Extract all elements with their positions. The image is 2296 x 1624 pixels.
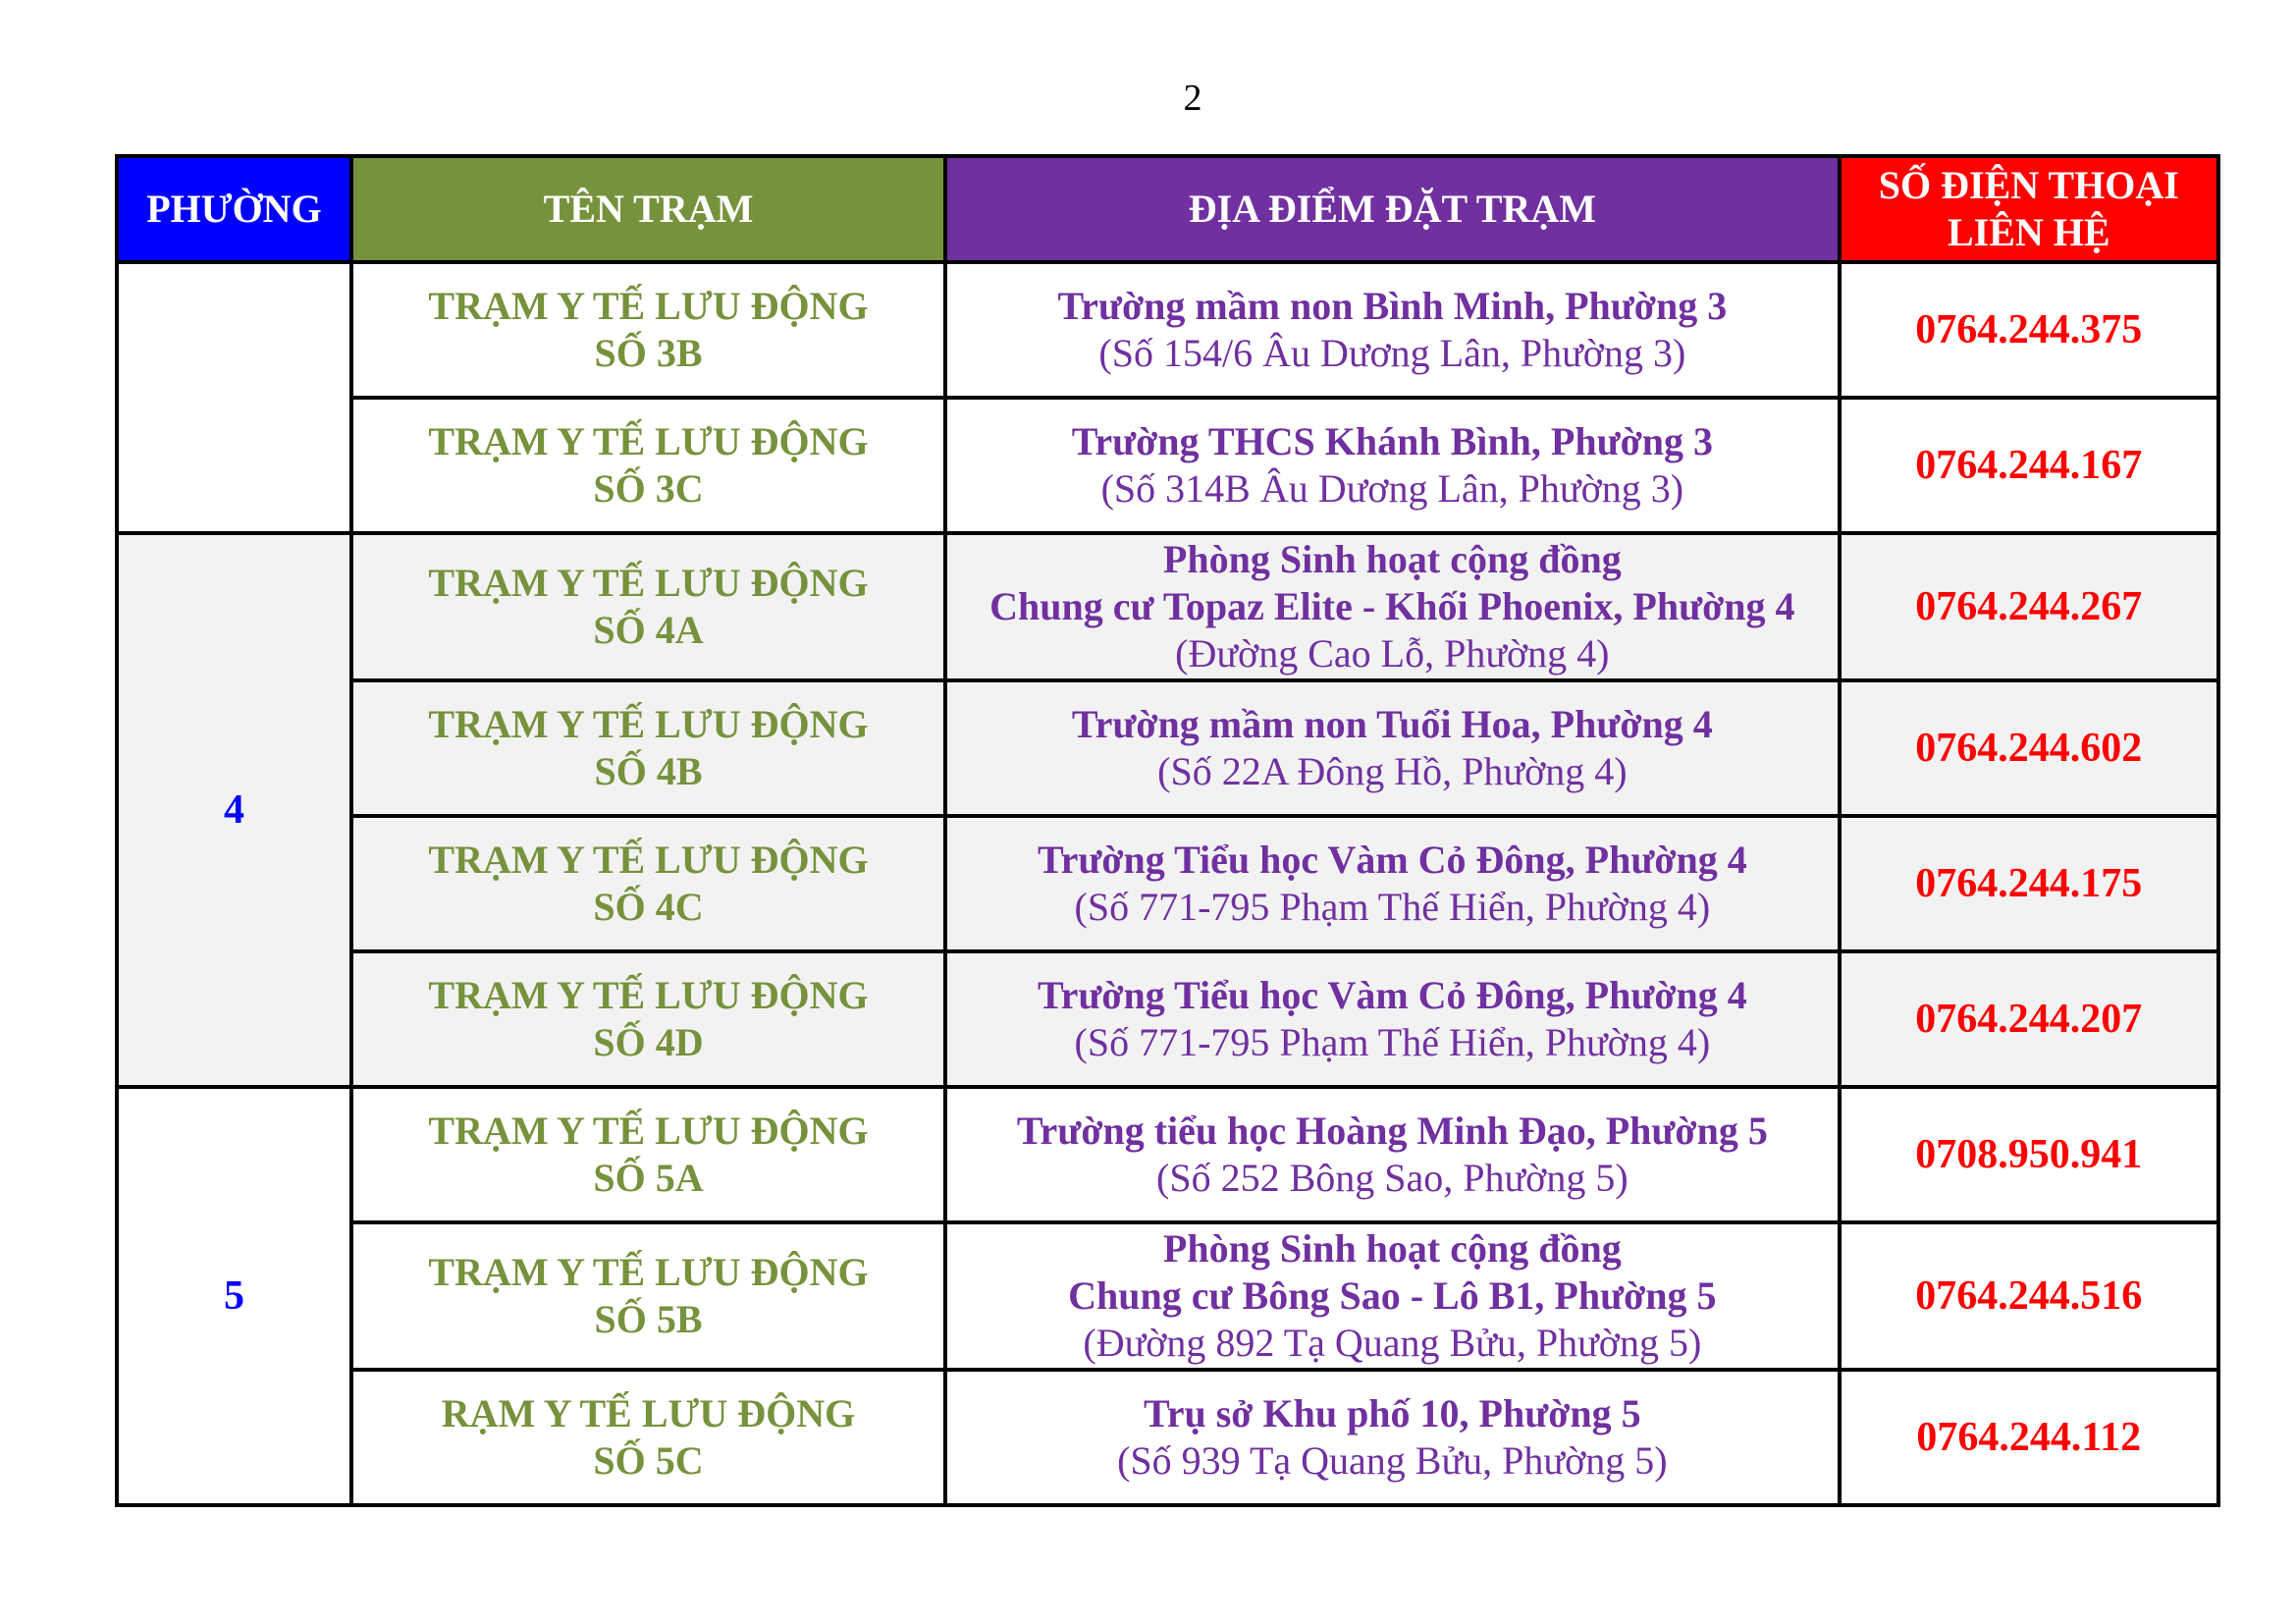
station-location [945, 398, 1839, 533]
table-row [117, 262, 2218, 398]
table-row [117, 1222, 2218, 1370]
header-ward: PHƯỜNG [117, 156, 351, 262]
station-name-line2: SỐ 4B [594, 749, 703, 793]
table-row [117, 398, 2218, 533]
station-name-line1: TRẠM Y TẾ LƯU ĐỘNG [428, 1109, 869, 1153]
table-row [117, 951, 2218, 1087]
location-line: Trường THCS Khánh Bình, Phường 3 [1071, 419, 1713, 463]
station-name [351, 533, 945, 680]
ward-cell: 5 [117, 1087, 351, 1505]
location-line: Phòng Sinh hoạt cộng đồng [1162, 1226, 1622, 1271]
location-detail: (Đường Cao Lỗ, Phường 4) [1175, 631, 1610, 676]
station-name-line2: SỐ 5C [593, 1438, 704, 1483]
phone-number: 0764.244.516 [1840, 1222, 2218, 1370]
location-line: Trường tiểu học Hoàng Minh Đạo, Phường 5 [1016, 1109, 1768, 1153]
station-location [945, 680, 1839, 816]
station-location [945, 1087, 1839, 1222]
station-name [351, 816, 945, 951]
phone-number: 0764.244.167 [1840, 398, 2218, 533]
header-phone-line1: SỐ ĐIỆN THOẠI [1878, 163, 2179, 207]
station-name-line1: TRẠM Y TẾ LƯU ĐỘNG [428, 561, 869, 605]
station-name-line1: TRẠM Y TẾ LƯU ĐỘNG [428, 702, 869, 746]
location-detail: (Số 154/6 Âu Dương Lân, Phường 3) [1098, 331, 1686, 375]
station-name-line2: SỐ 4C [593, 885, 704, 929]
station-name-line2: SỐ 3B [594, 331, 703, 375]
location-detail: (Số 22A Đông Hồ, Phường 4) [1157, 749, 1628, 793]
station-name-line1: TRẠM Y TẾ LƯU ĐỘNG [428, 838, 869, 882]
location-detail: (Số 771-795 Phạm Thế Hiển, Phường 4) [1074, 885, 1711, 929]
station-location [945, 533, 1839, 680]
header-phone [1840, 156, 2218, 262]
station-name-line2: SỐ 5A [593, 1156, 704, 1200]
page-number: 2 [1183, 78, 1202, 119]
header-location: ĐỊA ĐIỂM ĐẶT TRẠM [945, 156, 1839, 262]
table-header-row [117, 156, 2218, 262]
location-line: Chung cư Topaz Elite - Khối Phoenix, Phường 4 [989, 584, 1795, 628]
table-row [117, 816, 2218, 951]
mobile-medical-stations-table [115, 154, 2220, 1507]
station-name [351, 680, 945, 816]
phone-number: 0764.244.375 [1840, 262, 2218, 398]
table-row [117, 1087, 2218, 1222]
location-detail: (Số 252 Bông Sao, Phường 5) [1156, 1156, 1629, 1200]
phone-number: 0764.244.602 [1840, 680, 2218, 816]
header-phone-line2: LIÊN HỆ [1947, 210, 2110, 254]
ward-cell: 4 [117, 533, 351, 1087]
phone-number: 0764.244.112 [1840, 1370, 2218, 1505]
station-name-line1: TRẠM Y TẾ LƯU ĐỘNG [428, 419, 869, 463]
station-name [351, 262, 945, 398]
location-line: Chung cư Bông Sao - Lô B1, Phường 5 [1068, 1273, 1717, 1318]
station-name-line1: TRẠM Y TẾ LƯU ĐỘNG [428, 973, 869, 1017]
table-row [117, 1370, 2218, 1505]
location-detail: (Số 939 Tạ Quang Bửu, Phường 5) [1117, 1438, 1668, 1483]
station-name-line2: SỐ 4A [593, 608, 704, 652]
location-line: Trường Tiểu học Vàm Cỏ Đông, Phường 4 [1037, 838, 1747, 882]
location-line: Trụ sở Khu phố 10, Phường 5 [1144, 1391, 1641, 1435]
phone-number: 0708.950.941 [1840, 1087, 2218, 1222]
phone-number: 0764.244.175 [1840, 816, 2218, 951]
station-name [351, 398, 945, 533]
header-station-name: TÊN TRẠM [351, 156, 945, 262]
table-row [117, 533, 2218, 680]
station-name [351, 1222, 945, 1370]
station-location [945, 262, 1839, 398]
station-name [351, 1087, 945, 1222]
location-detail: (Số 314B Âu Dương Lân, Phường 3) [1100, 466, 1684, 511]
station-location [945, 951, 1839, 1087]
station-name [351, 951, 945, 1087]
table-row [117, 680, 2218, 816]
station-name-line1: TRẠM Y TẾ LƯU ĐỘNG [428, 1250, 869, 1294]
location-line: Phòng Sinh hoạt cộng đồng [1162, 537, 1622, 581]
station-name-line2: SỐ 3C [593, 466, 704, 511]
station-name-line1: RẠM Y TẾ LƯU ĐỘNG [441, 1391, 856, 1435]
station-name [351, 1370, 945, 1505]
station-name-line2: SỐ 5B [594, 1297, 703, 1341]
location-detail: (Số 771-795 Phạm Thế Hiển, Phường 4) [1074, 1020, 1711, 1064]
station-location [945, 1222, 1839, 1370]
phone-number: 0764.244.267 [1840, 533, 2218, 680]
station-name-line2: SỐ 4D [593, 1020, 704, 1064]
station-location [945, 1370, 1839, 1505]
location-detail: (Đường 892 Tạ Quang Bửu, Phường 5) [1083, 1321, 1702, 1365]
ward-cell [117, 262, 351, 533]
station-location [945, 816, 1839, 951]
station-name-line1: TRẠM Y TẾ LƯU ĐỘNG [428, 284, 869, 328]
location-line: Trường mầm non Bình Minh, Phường 3 [1057, 284, 1728, 328]
location-line: Trường Tiểu học Vàm Cỏ Đông, Phường 4 [1037, 973, 1747, 1017]
phone-number: 0764.244.207 [1840, 951, 2218, 1087]
location-line: Trường mầm non Tuổi Hoa, Phường 4 [1071, 702, 1713, 746]
